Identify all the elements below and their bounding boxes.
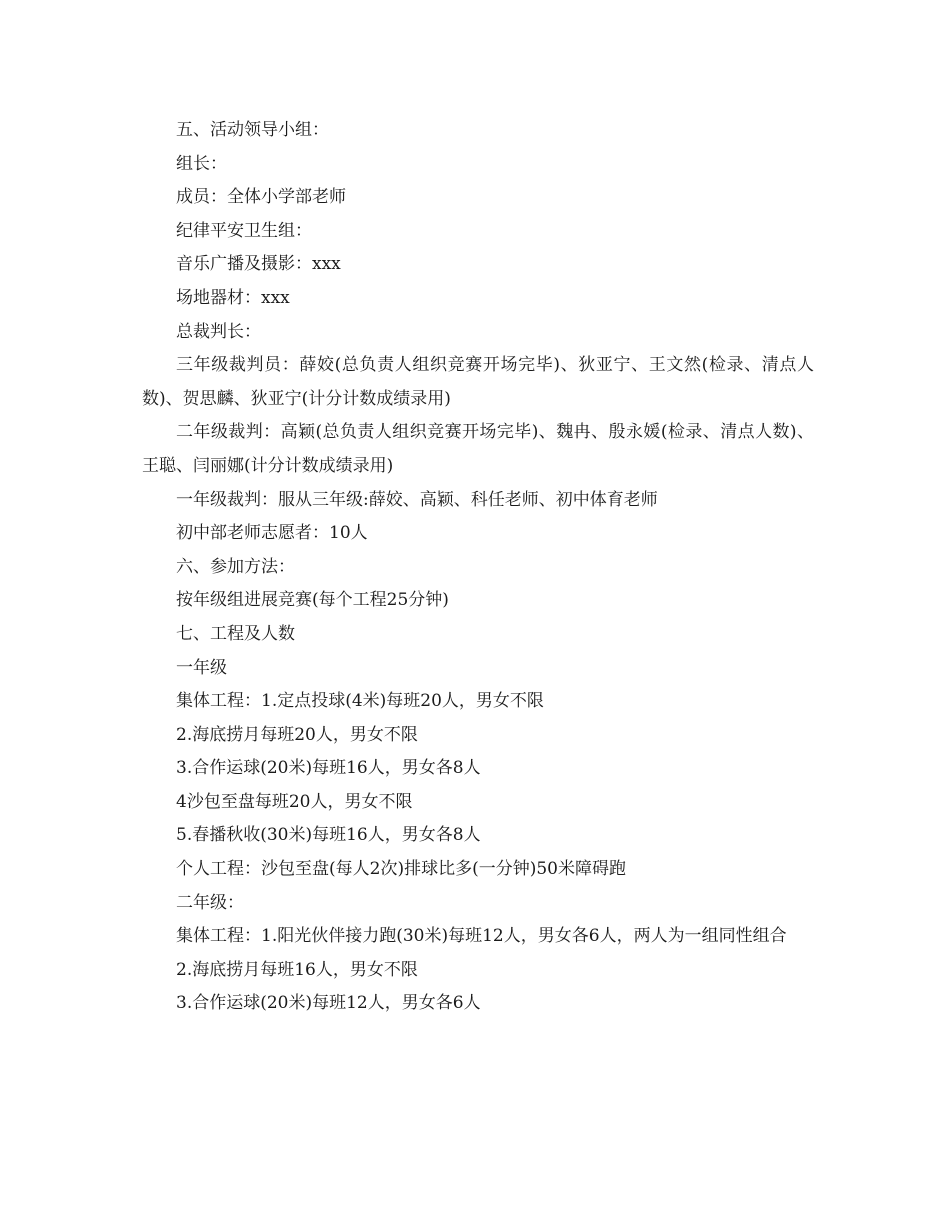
document-body bbox=[142, 114, 814, 1021]
grade2-heading: 二年级： bbox=[176, 892, 244, 913]
grade2-group-event-3: 3.合作运球(20米)每班12人，男女各6人 bbox=[176, 993, 481, 1014]
grade1-group-event-2: 2.海底捞月每班20人，男女不限 bbox=[176, 724, 418, 745]
grade2-referees-paragraph: 二年级裁判：高颖(总负责人组织竞赛开场完毕)、魏冉、殷永媛(检录、清点人数)、王聪、闫丽娜(计分计数成绩录用) bbox=[142, 422, 814, 476]
leader-line: 组长： bbox=[176, 153, 227, 174]
section-heading-leadership: 五、活动领导小组： bbox=[176, 120, 329, 140]
grade2-group-event-1: 集体工程：1.阳光伙伴接力跑(30米)每班12人，男女各6人，两人为一组同性组合 bbox=[176, 926, 787, 947]
grade1-individual-events: 个人工程：沙包至盘(每人2次)排球比多(一分钟)50米障碍跑 bbox=[176, 859, 626, 880]
participation-method-line: 按年级组进展竞赛(每个工程25分钟) bbox=[176, 590, 449, 611]
section-heading-events: 七、工程及人数 bbox=[176, 623, 295, 644]
chief-referee-line: 总裁判长： bbox=[176, 321, 261, 342]
grade2-group-event-2: 2.海底捞月每班16人，男女不限 bbox=[176, 959, 418, 980]
music-photo-line: 音乐广播及摄影：xxx bbox=[176, 254, 341, 275]
discipline-group-line: 纪律平安卫生组： bbox=[176, 220, 312, 241]
section-heading-participation: 六、参加方法： bbox=[176, 556, 295, 577]
grade1-referees-line: 一年级裁判：服从三年级:薛姣、高颖、科任老师、初中体育老师 bbox=[176, 489, 658, 510]
grade1-heading: 一年级 bbox=[176, 657, 227, 678]
volunteers-line: 初中部老师志愿者：10人 bbox=[176, 523, 368, 544]
grade1-group-event-5: 5.春播秋收(30米)每班16人，男女各8人 bbox=[176, 825, 481, 846]
members-line: 成员：全体小学部老师 bbox=[176, 187, 346, 208]
venue-equipment-line: 场地器材：xxx bbox=[176, 287, 290, 308]
grade1-group-event-1: 集体工程：1.定点投球(4米)每班20人，男女不限 bbox=[176, 691, 544, 712]
grade1-group-event-4: 4沙包至盘每班20人，男女不限 bbox=[176, 791, 413, 812]
grade1-group-event-3: 3.合作运球(20米)每班16人，男女各8人 bbox=[176, 758, 481, 779]
grade3-referees-paragraph: 三年级裁判员：薛姣(总负责人组织竞赛开场完毕)、狄亚宁、王文然(检录、清点人数)、贺思麟、狄亚宁(计分计数成绩录用) bbox=[142, 355, 814, 409]
